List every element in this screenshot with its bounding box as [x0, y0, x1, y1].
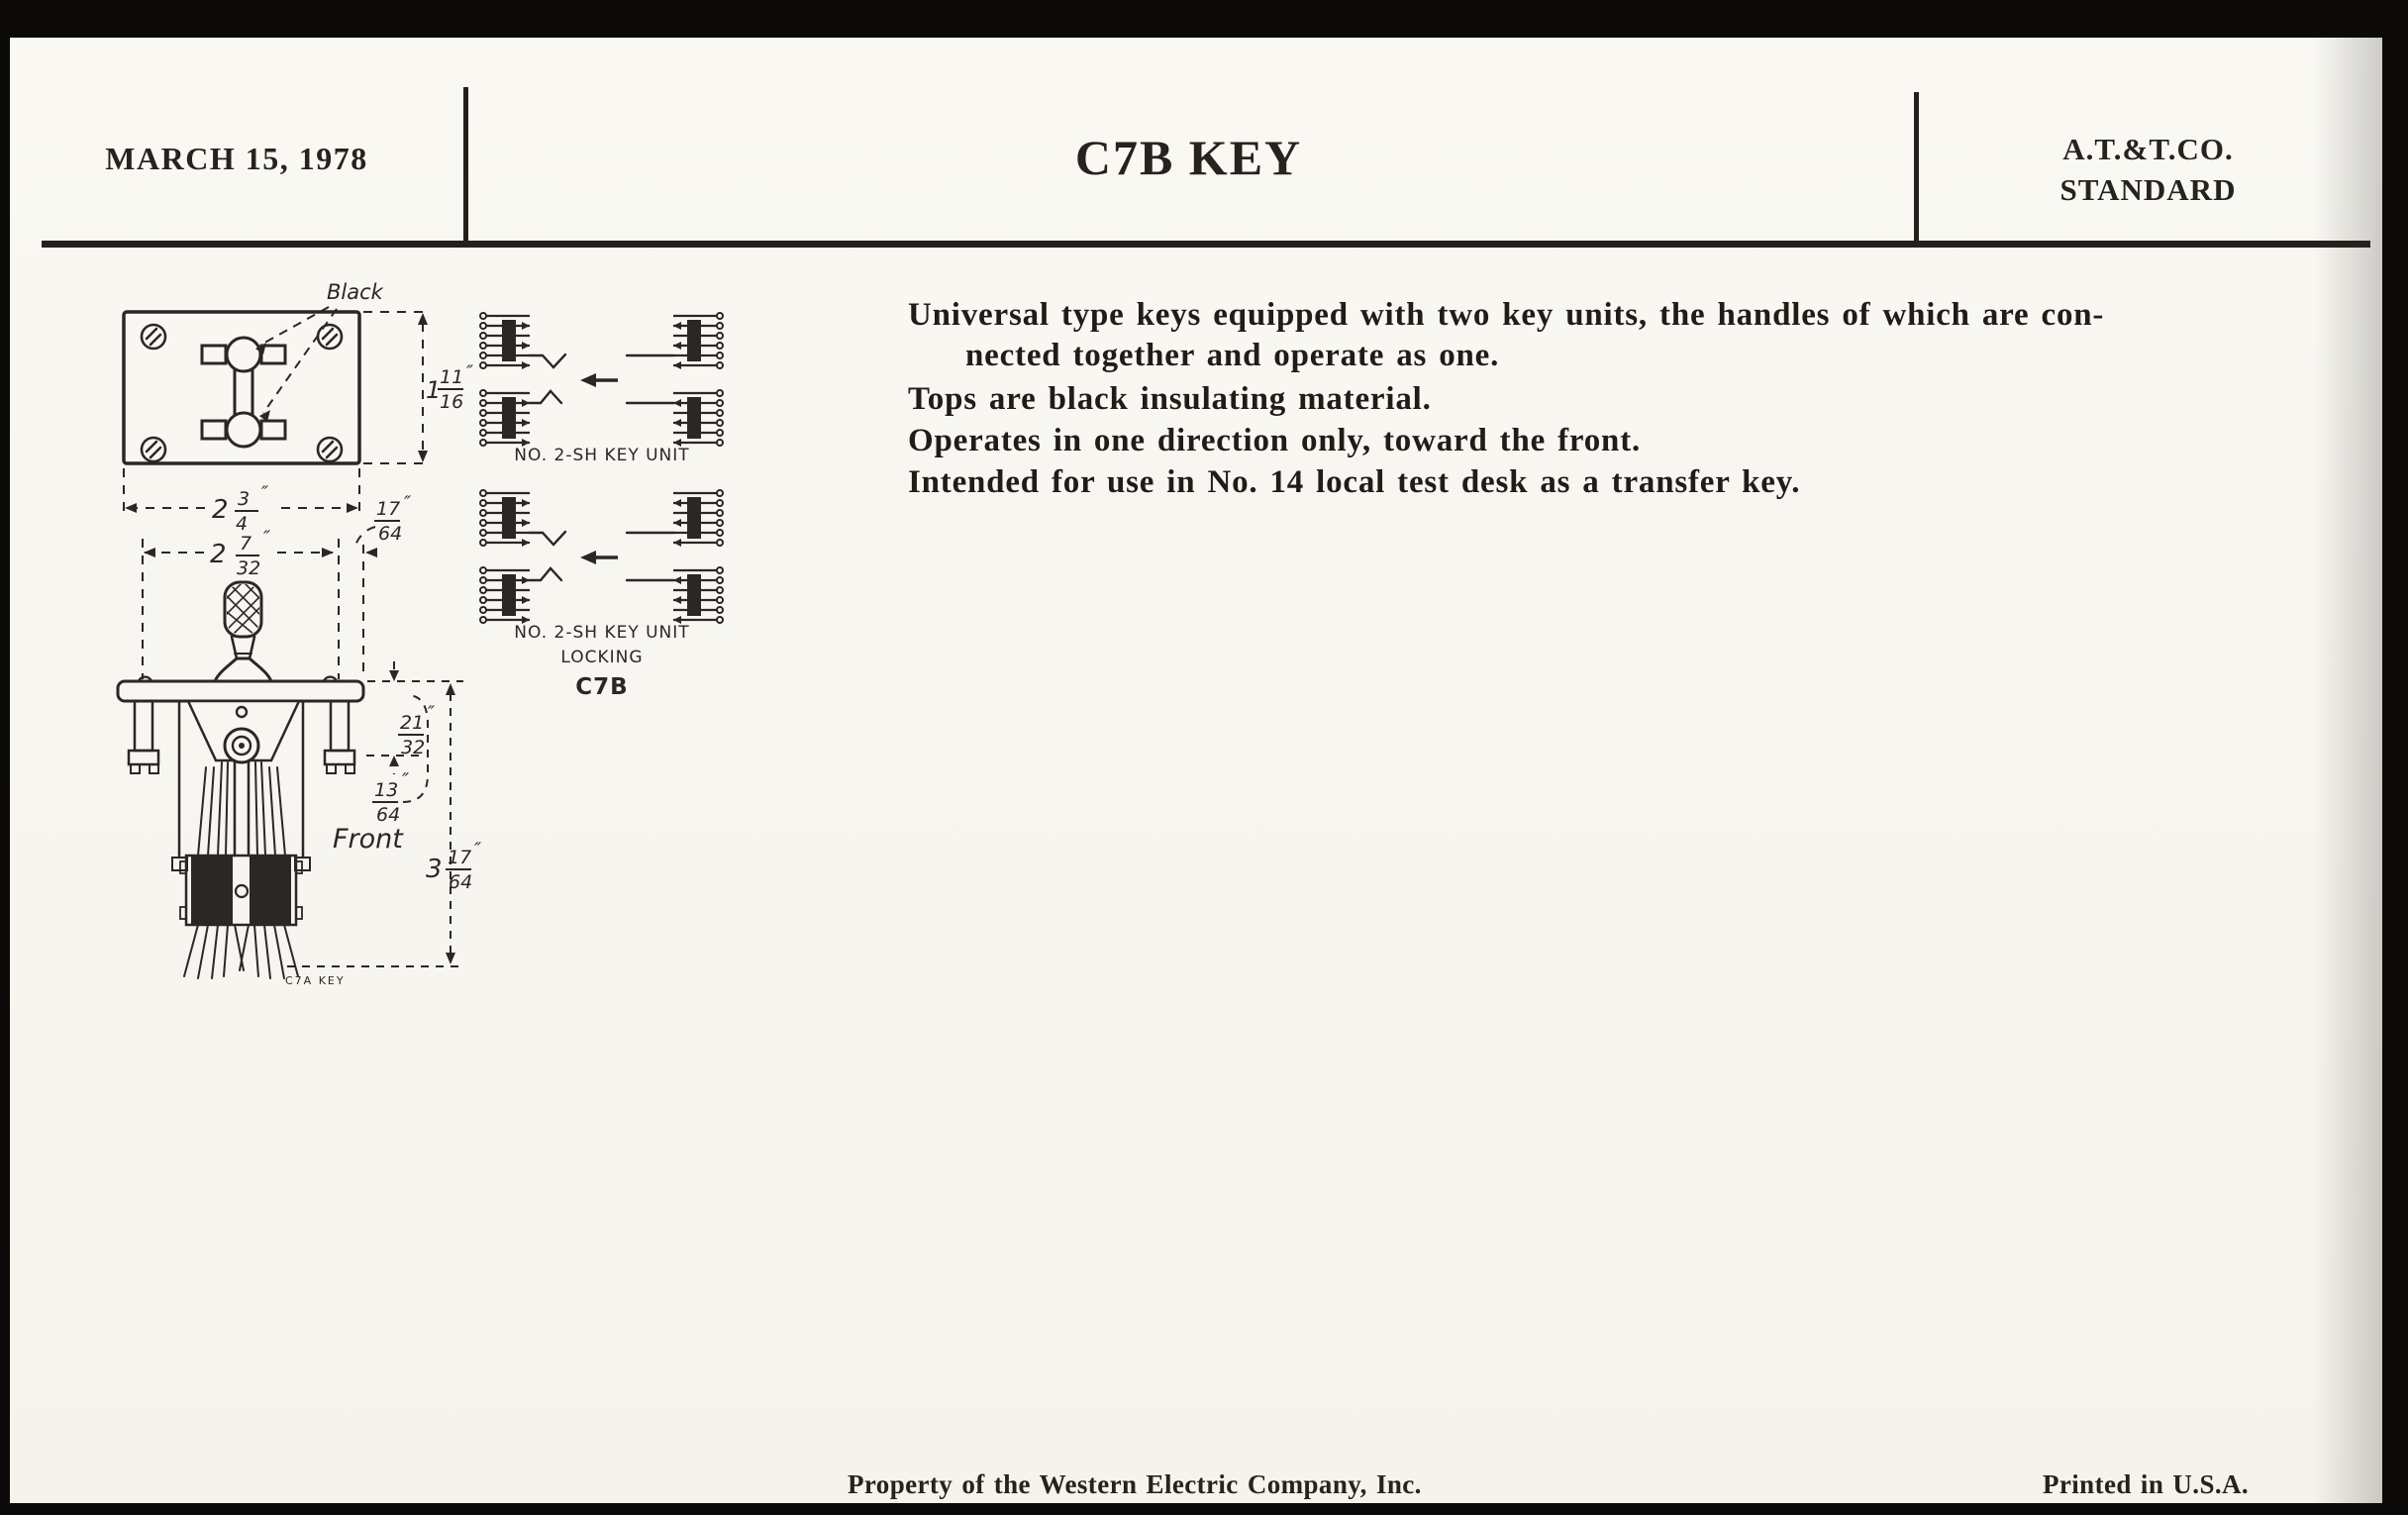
moving-contact: [530, 391, 561, 403]
spring-clamp-blocks: [180, 856, 302, 925]
locking-unit-label-2: LOCKING: [560, 648, 644, 667]
black-label: Black: [327, 280, 383, 304]
svg-text:4: 4: [236, 513, 249, 535]
spring-terminal-ends: [184, 925, 298, 978]
description-line-2: Tops are black insulating material.: [908, 381, 1432, 417]
svg-text:64: 64: [449, 871, 473, 893]
svg-text:11: 11: [440, 366, 464, 388]
svg-text:3: 3: [426, 855, 443, 884]
moving-contact: [530, 354, 565, 367]
upper-dimension-label: [398, 702, 435, 758]
description-line-1-cont: nected together and operate as one.: [965, 338, 1500, 373]
svg-text:13: 13: [374, 779, 399, 801]
property-notice: Property of the Western Electric Company, Inc.: [848, 1469, 1422, 1499]
key-unit-locking: [480, 490, 723, 700]
operate-direction-arrowhead: [580, 373, 596, 387]
key-code-label: C7B: [575, 674, 629, 700]
svg-text:32: 32: [401, 737, 426, 758]
top-view-plate: [124, 312, 359, 463]
org-line-1: A.T.&T.CO.: [2062, 132, 2234, 166]
description-line-3: Operates in one direction only, toward the front.: [908, 423, 1642, 458]
svg-text:17: 17: [376, 498, 401, 520]
moving-contact: [530, 532, 565, 545]
plate-height-dimension: [363, 312, 473, 463]
key-unit-schematics: [465, 282, 782, 743]
description-line-4: Intended for use in No. 14 local test desk as a transfer key.: [908, 464, 1801, 500]
key-mechanical-drawing: [79, 267, 495, 1030]
svg-text:21: 21: [400, 712, 425, 734]
corner-screws: [142, 325, 342, 461]
key-unit-non-locking: [480, 313, 723, 465]
total-height-label: [426, 839, 481, 893]
page-edge-shadow: [2313, 38, 2382, 1503]
description-line-1: Universal type keys equipped with two key units, the handles of which are con-: [908, 297, 2105, 333]
svg-text:64: 64: [376, 804, 401, 826]
svg-text:″: ″: [263, 527, 271, 549]
svg-text:″: ″: [402, 769, 410, 791]
header-divider-left: [463, 87, 468, 243]
side-view-key: [118, 582, 363, 978]
knurled-handle: [215, 582, 271, 681]
header-rule: [42, 241, 2370, 248]
pivot-mechanism: [188, 701, 299, 762]
org-line-2: STANDARD: [2059, 172, 2237, 207]
header-divider-right: [1914, 92, 1919, 243]
side-view-dimensions: [285, 661, 481, 987]
document-page: [10, 38, 2382, 1503]
lower-dimension-label: [372, 769, 409, 826]
svg-text:″: ″: [261, 482, 269, 504]
issue-date: MARCH 15, 1978: [105, 141, 368, 176]
svg-text:″: ″: [428, 702, 436, 724]
mounting-bar: [118, 677, 363, 701]
plate-width-dimension: [124, 468, 359, 535]
svg-text:2: 2: [210, 540, 227, 569]
locking-unit-label-1: NO. 2-SH KEY UNIT: [514, 623, 690, 643]
svg-text:32: 32: [237, 557, 261, 579]
bar-width-dimension: [143, 492, 411, 679]
page-title: C7B KEY: [1074, 130, 1303, 185]
key-unit-label: NO. 2-SH KEY UNIT: [514, 446, 690, 465]
svg-text:2: 2: [212, 495, 229, 525]
svg-text:″: ″: [404, 492, 412, 514]
svg-text:″: ″: [466, 361, 474, 383]
svg-text:16: 16: [440, 391, 464, 413]
operate-direction-arrowhead: [580, 551, 596, 564]
svg-text:1: 1: [426, 376, 442, 404]
front-label: Front: [333, 824, 403, 855]
spring-leaves: [198, 760, 285, 856]
printed-notice: Printed in U.S.A.: [2043, 1469, 2250, 1499]
svg-text:″: ″: [474, 839, 482, 860]
drawing-caption: C7A KEY: [285, 974, 346, 987]
black-material-callout: [255, 280, 384, 422]
svg-text:7: 7: [240, 533, 252, 555]
svg-text:3: 3: [238, 488, 251, 510]
svg-text:64: 64: [378, 523, 403, 545]
svg-text:17: 17: [448, 847, 472, 868]
handle-knobs-top: [202, 338, 285, 447]
moving-contact: [530, 568, 561, 580]
